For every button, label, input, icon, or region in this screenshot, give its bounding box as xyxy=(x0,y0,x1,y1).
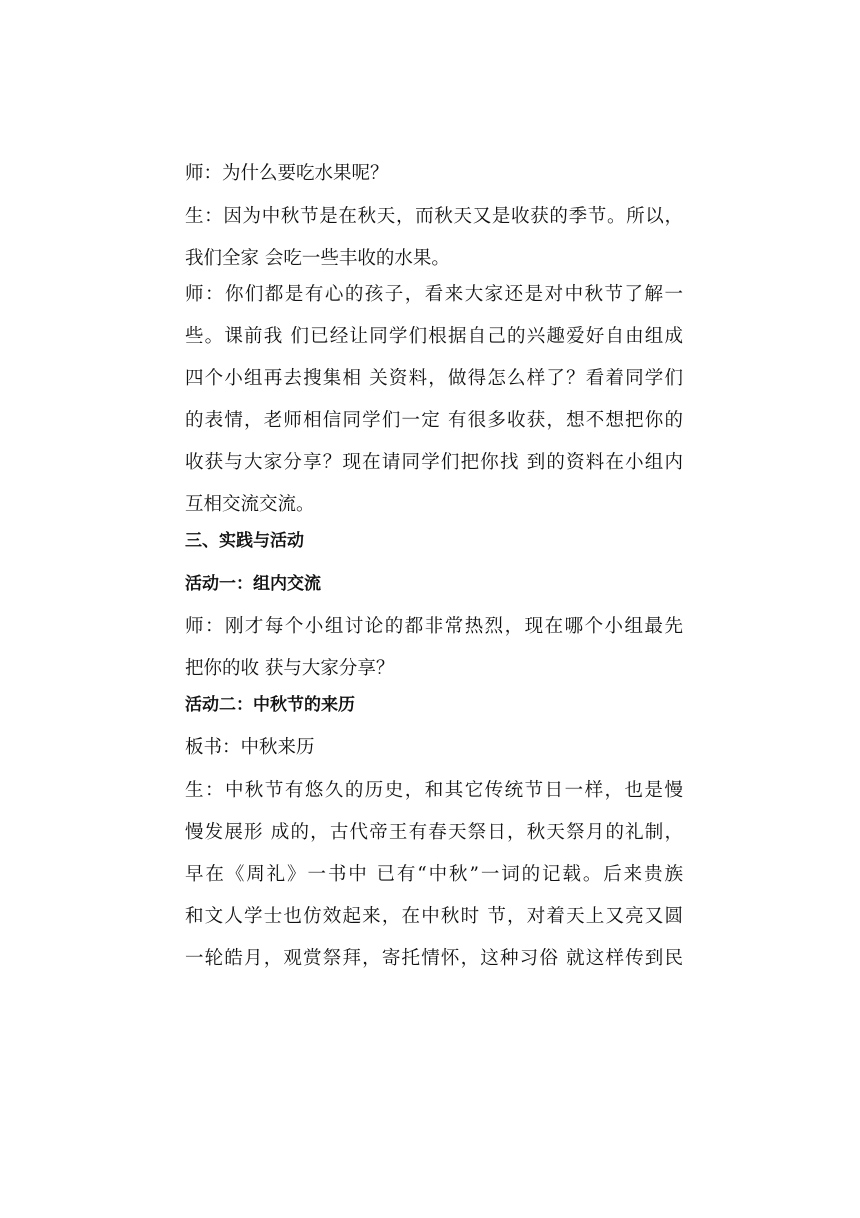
text-line: 慢发展形 成的，古代帝王有春天祭日，秋天祭月的礼制， xyxy=(185,822,683,843)
text-line: 一轮皓月，观赏祭拜，寄托情怀，这种习俗 就这样传到民 xyxy=(185,948,683,969)
text-line: 的表情，老师相信同学们一定 有很多收获，想不想把你的 xyxy=(185,410,683,431)
text-line: 互相交流交流。 xyxy=(185,494,315,515)
text-line: 把你的收 获与大家分享？ xyxy=(185,658,395,679)
section-heading-practice xyxy=(185,527,683,555)
text-line: 四个小组再去搜集相 关资料，做得怎么样了？看着同学们 xyxy=(185,368,683,389)
text-line: 板书：中秋来历 xyxy=(185,737,315,758)
paragraph-teacher-discussion xyxy=(185,606,683,690)
text-line: 生：因为中秋节是在秋天，而秋天又是收获的季节。所以， xyxy=(185,206,683,227)
heading-text: 三、实践与活动 xyxy=(185,531,304,551)
text-line: 早在《周礼》一书中 已有“中秋”一词的记载。后来贵族 xyxy=(185,864,683,885)
paragraph-board-note xyxy=(185,734,683,762)
text-line: 师：为什么要吃水果呢？ xyxy=(185,163,389,184)
paragraph-teacher-question xyxy=(185,160,683,188)
text-line: 和文人学士也仿效起来，在中秋时 节，对着天上又亮又圆 xyxy=(185,906,683,927)
text-line: 我们全家 会吃一些丰收的水果。 xyxy=(185,248,450,269)
activity-heading-group-exchange xyxy=(185,570,683,598)
text-line: 收获与大家分享？现在请同学们把你找 到的资料在小组内 xyxy=(185,452,683,473)
heading-text: 活动一：组内交流 xyxy=(185,574,321,594)
paragraph-student-answer-fruit xyxy=(185,196,683,280)
heading-text: 活动二：中秋节的来历 xyxy=(185,695,355,715)
text-line: 生：中秋节有悠久的历史，和其它传统节日一样，也是慢 xyxy=(185,780,683,801)
activity-heading-origin xyxy=(185,691,683,719)
text-line: 些。课前我 们已经让同学们根据自己的兴趣爱好自由组成 xyxy=(185,326,683,347)
document-body xyxy=(185,160,683,981)
paragraph-teacher-intro xyxy=(185,274,683,526)
text-line: 师：刚才每个小组讨论的都非常热烈，现在哪个小组最先 xyxy=(185,616,683,637)
paragraph-student-history xyxy=(185,770,683,980)
text-line: 师：你们都是有心的孩子，看来大家还是对中秋节了解一 xyxy=(185,284,683,305)
